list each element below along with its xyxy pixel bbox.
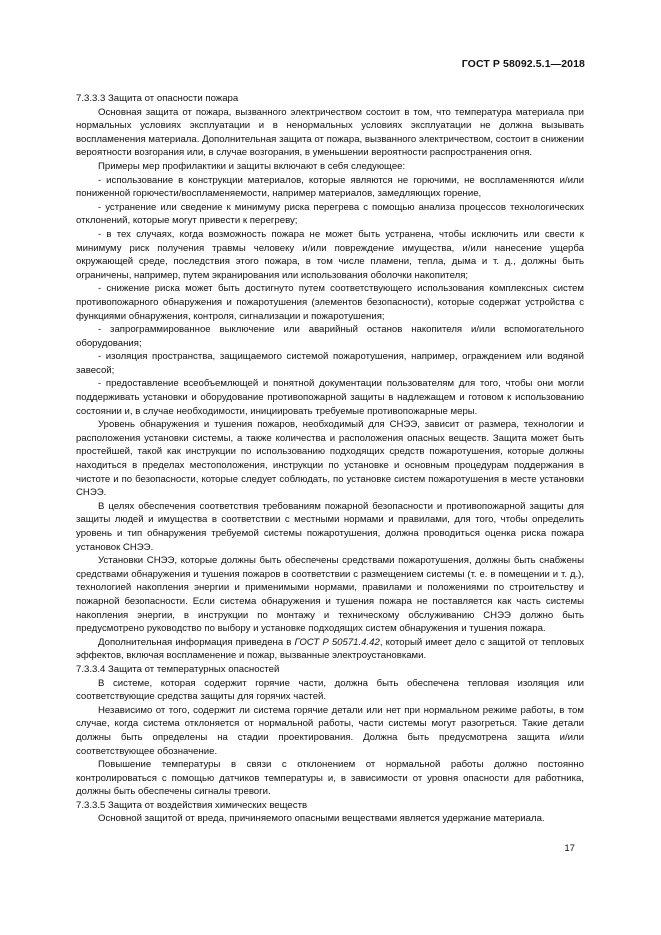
list-item: - снижение риска может быть достигнуто путем соответствующего использования комплексных систем противопожарного обнаружения и пожаротушения (элементов безопасности), которые содержат устройства с функциями обнаружения, контроля, сигнализации и пожаротушения; [76,283,584,322]
paragraph: Уровень обнаружения и тушения пожаров, необходимый для СНЭЭ, зависит от размера, технологии и расположения установки системы, а также количества и расположения опасных веществ. Защита может быть простейшей, такой как инструкции по использованию подходящих средств пожаротушения, которые должны находиться в пределах местоположения, инструкции по установке и основным процедурам поддержания в чистоте и по безопасности, которые следует соблюдать, по установке систем пожаротушения в месте установки СНЭЭ. [76,419,584,499]
paragraph [76,636,584,663]
list-item: - в тех случаях, когда возможность пожара не может быть устранена, чтобы исключить или свести к минимуму риск получения травмы человеку и/или повреждение имущества, и/или нанесение ущерба окружающей среде, последствия этого пожара, в том числе пламени, тепла, дыма и т. д., должны быть ограничены, например, путем экранирования или использования оболочки накопителя; [76,228,584,281]
paragraph: Установки СНЭЭ, которые должны быть обеспечены средствами пожаротушения, должны быть снабжены средствами обнаружения и тушения пожаров в соответствии с размещением системы (т. е. в помещении и т. д.), технологией накопления энергии и применимыми нормами, правилами и положениями по строительству и пожарной безопасности. Если система обнаружения и тушения пожара не поставляется как часть системы накопления энергии, в инструкции по монтажу и техническому обслуживанию СНЭЭ должно быть предусмотрено руководство по выбору и установке подходящих систем обнаружения и тушения пожара. [76,555,584,635]
paragraph: Примеры мер профилактики и защиты включают в себя следующее: [98,160,406,172]
list-item: - устранение или сведение к минимуму риска перегрева с помощью анализа процессов технологических отклонений, которые могут привести к перегреву; [76,201,584,227]
paragraph-text: Дополнительная информация приведена в [98,636,295,648]
section-heading: 7.3.3.3 Защита от опасности пожара [76,93,239,104]
document-body [76,92,584,826]
page-number: 17 [564,843,575,854]
list-item: - запрограммированное выключение или аварийный останов накопителя и/или вспомогательного оборудования; [76,324,584,349]
paragraph: Основная защита от пожара, вызванного электричеством состоит в том, что температура материала при нормальных условиях эксплуатации и в ненормальных условиях эксплуатации не должна вызывать воспламенения материала. Дополнительная защита от пожара, вызванного электричеством, состоит в снижении вероятности возгорания или, в случае возгорания, в уменьшении вероятности распространения огня. [76,106,584,159]
list-item: - использование в конструкции материалов, которые являются не горючими, не воспламеняются и/или пониженной горючести/воспламеняемости, например материалов, замедляющих горение, [76,174,584,200]
paragraph: Повышение температуры в связи с отклонением от нормальной работы должно постоянно контролироваться с помощью датчиков температуры и, в зависимости от уровня опасности для работника, должны быть обеспечены сигналы тревоги. [76,759,584,798]
paragraph: Независимо от того, содержит ли система горячие детали или нет при нормальном режиме работы, в том случае, когда система отклоняется от нормальной работы, части системы могут разогреться. Такие детали должны быть определены на стадии проектирования. Должна быть предусмотрена защита и/или соответствующее обозначение. [76,704,584,757]
list-item: - предоставление всеобъемлющей и понятной документации пользователям для того, чтобы они могли поддерживать установки и оборудование противопожарной защиты в надлежащем и готовом к использованию состоянии и, в случае необходимости, инициировать требуемые противопожарные меры. [76,378,584,417]
paragraph-text: , который имеет дело с защитой от тепловых эффектов, включая воспламенение и пожар, вызванные электроустановками. [76,636,584,662]
list-item: - изоляция пространства, защищаемого системой пожаротушения, например, ограждением или водяной завесой; [76,351,584,376]
standard-reference: ГОСТ Р 50571.4.42 [294,636,380,648]
paragraph: В системе, которая содержит горячие части, должна быть обеспечена тепловая изоляция или соответствующие средства защиты для горячих частей. [76,677,584,703]
document-code-header: ГОСТ Р 58092.5.1—2018 [461,58,585,70]
paragraph: Основной защитой от вреда, причиняемого опасными веществами является удержание материала. [98,813,545,825]
paragraph: В целях обеспечения соответствия требованиям пожарной безопасности и противопожарной защиты для защиты людей и имущества в соответствии с местными нормами и правилами, для того, чтобы определить уровень и тип обнаружения требуемой системы пожаротушения, должна проводиться оценка риска пожара установок СНЭЭ. [76,500,584,553]
section-heading: 7.3.3.5 Защита от воздействия химических веществ [76,799,308,811]
section-heading: 7.3.3.4 Защита от температурных опасностей [76,663,280,675]
